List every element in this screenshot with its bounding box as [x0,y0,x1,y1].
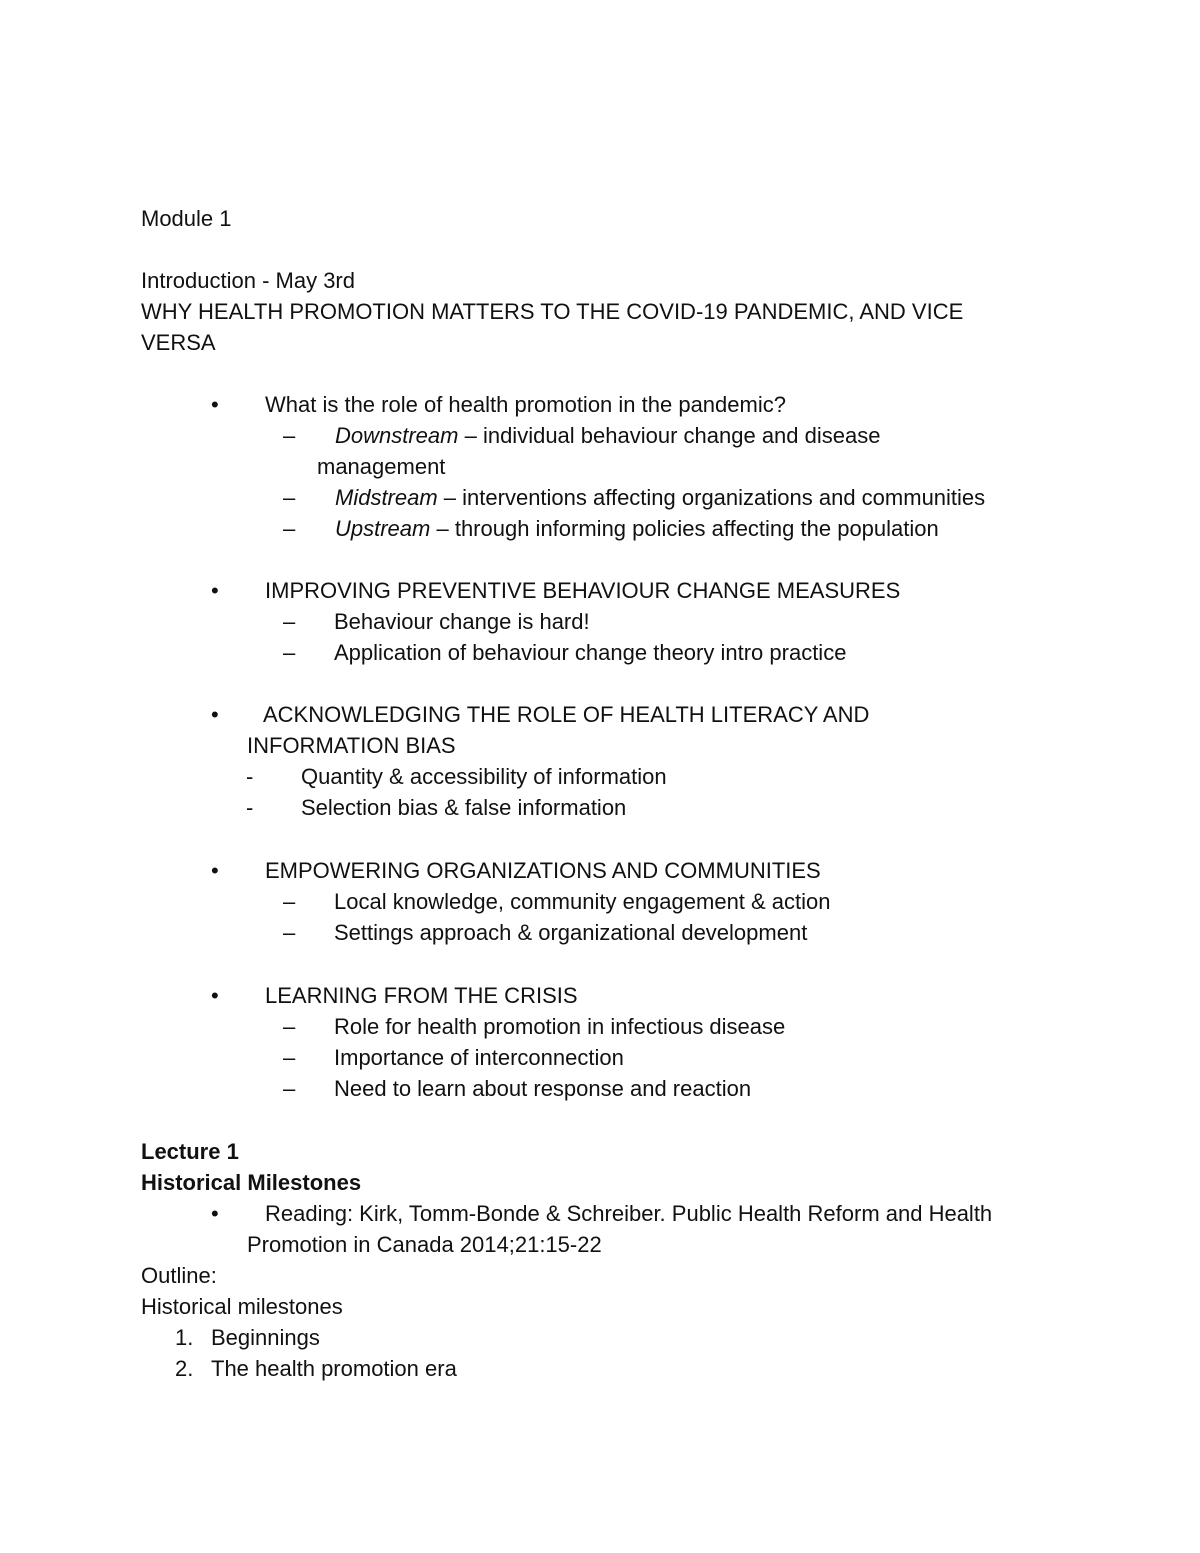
reading-line1: Reading: Kirk, Tomm-Bonde & Schreiber. Public Health Reform and Health [265,1201,993,1226]
numbered-item-number: 2. [175,1356,194,1381]
bullet-glyph: • [211,578,219,603]
section3-title-line1: ACKNOWLEDGING THE ROLE OF HEALTH LITERACY AND [263,702,870,727]
list-item: Application of behaviour change theory intro practice [334,640,847,665]
item-separator: – [437,485,463,510]
list-item: Quantity & accessibility of information [301,764,667,789]
item-term: Downstream [335,423,459,448]
dash-glyph: – [283,516,296,541]
why-heading-line2: VERSA [141,330,216,355]
module-title: Module 1 [141,206,232,231]
item-term: Midstream [335,485,438,510]
lecture-subtitle: Historical Milestones [141,1170,362,1195]
bullet-glyph: • [211,1201,219,1226]
section2-title: IMPROVING PREVENTIVE BEHAVIOUR CHANGE MEASURES [265,578,901,603]
outline-heading: Historical milestones [141,1294,343,1319]
list-item: Local knowledge, community engagement & action [334,889,831,914]
list-item [335,420,880,451]
list-item: Need to learn about response and reaction [334,1076,752,1101]
numbered-item: The health promotion era [211,1356,457,1381]
dash-glyph: – [283,889,296,914]
item-separator: – [430,516,455,541]
list-item: Selection bias & false information [301,795,627,820]
reading-line2: Promotion in Canada 2014;21:15-22 [247,1232,602,1257]
dash-glyph: – [283,423,296,448]
section1-title: What is the role of health promotion in the pandemic? [265,392,786,417]
numbered-item-number: 1. [175,1325,194,1350]
dash-glyph: – [283,920,296,945]
list-item [335,513,939,544]
list-item [335,482,985,513]
dash-glyph: – [283,1076,296,1101]
outline-label: Outline: [141,1263,217,1288]
bullet-glyph: • [211,983,219,1008]
item-text: through informing policies affecting the population [454,516,939,541]
item-text: individual behaviour change and disease [482,423,881,448]
bullet-glyph: • [211,392,219,417]
section5-title: LEARNING FROM THE CRISIS [265,983,578,1008]
dash-glyph: – [283,609,296,634]
why-heading-line1: WHY HEALTH PROMOTION MATTERS TO THE COVID-19 PANDEMIC, AND VICE [141,299,964,324]
section4-title: EMPOWERING ORGANIZATIONS AND COMMUNITIES [265,858,821,883]
dash-glyph: – [283,640,296,665]
list-item: Settings approach & organizational development [334,920,808,945]
section3-title-line2: INFORMATION BIAS [247,733,456,758]
item-text: interventions affecting organizations and communities [462,485,986,510]
dash-glyph: – [283,1014,296,1039]
item-term: Upstream [335,516,431,541]
list-item: Role for health promotion in infectious disease [334,1014,786,1039]
dash-glyph: – [283,1045,296,1070]
dash-glyph: – [283,485,296,510]
hyphen-glyph: - [246,795,254,820]
intro-heading: Introduction - May 3rd [141,268,355,293]
numbered-item: Beginnings [211,1325,320,1350]
bullet-glyph: • [211,702,219,727]
bullet-glyph: • [211,858,219,883]
hyphen-glyph: - [246,764,254,789]
list-item: Behaviour change is hard! [334,609,590,634]
list-item-continuation: management [317,454,446,479]
list-item: Importance of interconnection [334,1045,624,1070]
lecture-title: Lecture 1 [141,1139,239,1164]
item-separator: – [458,423,483,448]
